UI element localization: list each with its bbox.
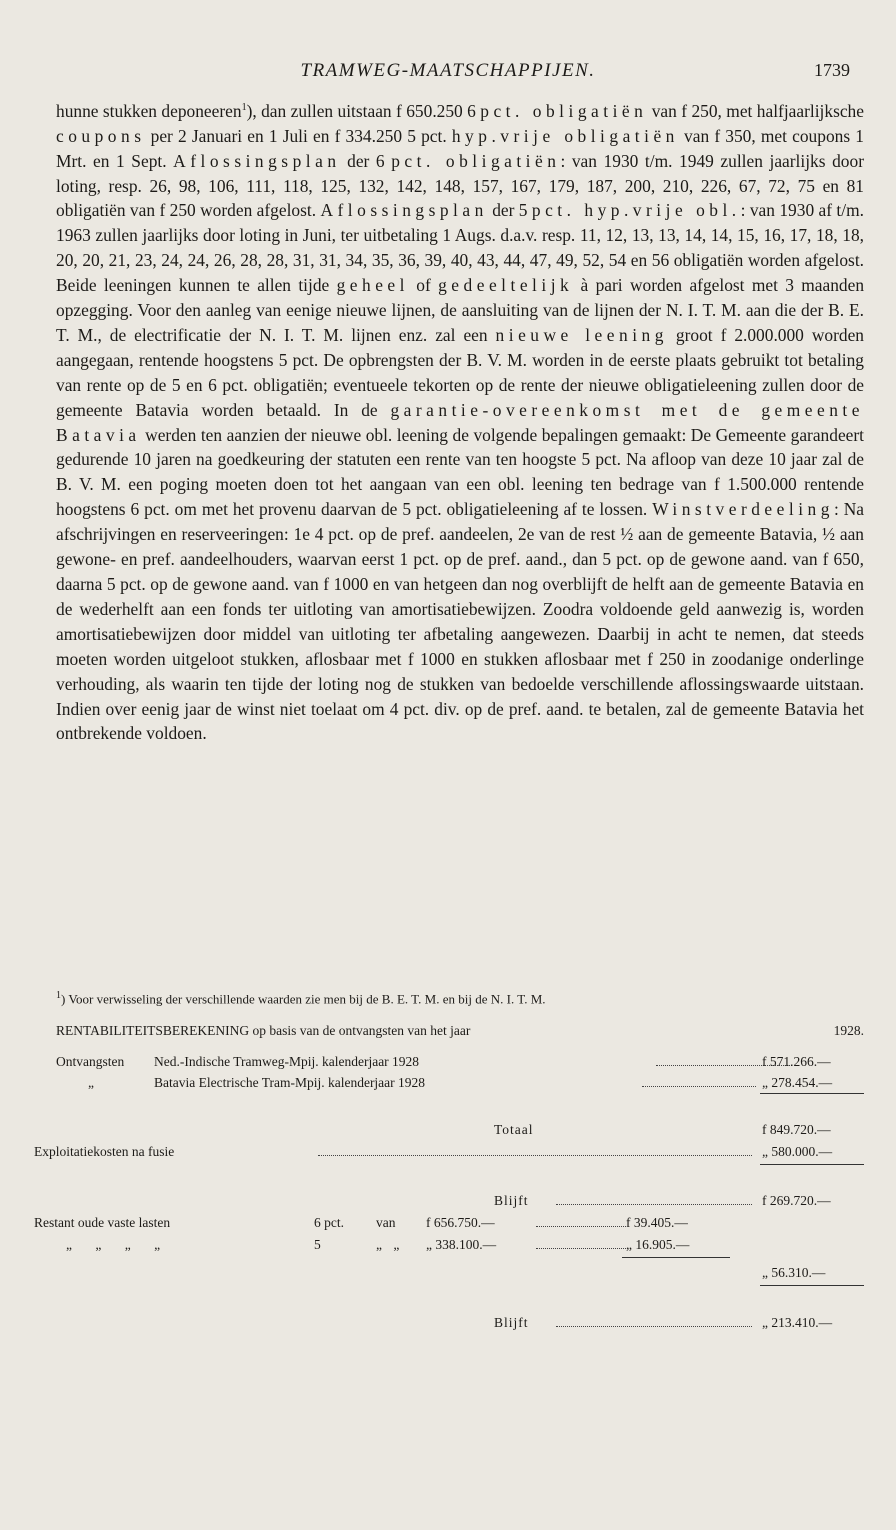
text-run: van (678, 125, 715, 146)
page-number: 1739 (814, 60, 850, 80)
rentability-title: RENTABILITEITSBEREKENING op basis van de ontvangsten van het jaar (56, 1023, 471, 1038)
row-text: Ned.-Indische Tramweg-Mpij. kalenderjaar 1928 (154, 1054, 420, 1069)
spaced-term: Aflossingsplan (320, 200, 488, 221)
leader-dots (318, 1144, 752, 1156)
running-title: TRAMWEG-MAATSCHAPPIJEN. (300, 60, 596, 81)
text-run: van (647, 100, 682, 121)
table-row-ontvangsten-betm (56, 1075, 864, 1095)
sum-rule (760, 1285, 864, 1286)
amount: f 650 (822, 549, 860, 570)
text-run: , met halfjaarlijksche (717, 100, 864, 121)
row-value: „ 278.454.— (762, 1075, 833, 1090)
leader-dots (536, 1215, 626, 1227)
leader-dots (642, 1075, 756, 1087)
sum-rule (760, 1164, 864, 1165)
spaced-term: coupons (56, 125, 146, 146)
row-value: „ 580.000.— (762, 1144, 833, 1159)
footnote-mark: 1 (56, 990, 61, 1001)
row-interest: „ 16.905.— (626, 1237, 690, 1252)
amount: f 250 (159, 200, 196, 221)
text-run: , met coupons 1 Mrt. en 1 Sept. (56, 125, 864, 171)
spaced-term: hyp.vrije obligatiën (451, 125, 679, 146)
text-run: ), dan zullen uitstaan (246, 100, 397, 121)
footnote-text: ) Voor verwisseling der verschillende waarden zie men bij de B. E. T. M. en bij de N. I. T. M. (61, 991, 546, 1007)
text-run: 6 (462, 100, 481, 121)
row-rate: 5 (314, 1237, 321, 1252)
amount: f 334.250 (334, 125, 403, 146)
leader-dots (536, 1237, 626, 1249)
amount: f 250 (681, 100, 718, 121)
text-run: der 5 (487, 200, 532, 221)
table-row-blijft (56, 1193, 864, 1213)
ditto-mark: „ „ (376, 1237, 400, 1252)
row-text: van (376, 1215, 396, 1230)
spaced-term: pct. obligatiën (391, 150, 561, 171)
table-row-ontvangsten-nitm (56, 1054, 864, 1074)
table-row-restant-5pct (56, 1237, 864, 1257)
spaced-term: nieuwe leening (495, 324, 668, 345)
row-rate: 6 pct. (314, 1215, 344, 1230)
row-label: Restant oude vaste lasten (34, 1215, 171, 1230)
table-row-totaal (56, 1122, 864, 1142)
text-run: worden aangegaan, rentende hoogstens 5 pct. De opbrengsten der B. V. M. worden in de eerste plaats gebruikt tot betaling van rente op de 5 en 6 pct. obligatiën; eventueele tekorten op de rente der nieuwe obligatieleening zullen door de gemeente Batavia worden betaald. In de (56, 324, 865, 420)
table-row-restant-total (56, 1265, 864, 1285)
table-row-blijft-final (56, 1315, 864, 1335)
row-principal: f 656.750.— (426, 1215, 495, 1230)
spaced-term: geheel (336, 275, 409, 296)
ditto-mark: „ (88, 1075, 94, 1090)
text-run: 5 pct. (402, 125, 452, 146)
row-value: „ 213.410.— (762, 1315, 833, 1330)
row-value: „ 56.310.— (762, 1265, 826, 1280)
amount: f 1000 (323, 574, 369, 595)
text-run: groot (667, 324, 721, 345)
table-row-restant-6pct (34, 1215, 864, 1235)
amount: f 1.500.000 (714, 474, 797, 495)
text-run: in zoodanige onderlinge verhouding, als waarin ten tijde der loting nog de stukken van bedoelde verschillende aflossingswaarde uitstaan. Indien over eenig jaar de winst niet toelaat om 4 pct. div. op de pref. aand. te betalen, zal de gemeente Batavia het ontbrekende voldoen. (56, 648, 865, 744)
sum-rule (622, 1257, 730, 1258)
text-run: worden afgelost. (195, 200, 321, 221)
table-row-exploitatie (34, 1144, 864, 1164)
text-run: : van 1930 t/m. 1949 zullen jaarlijks door loting, resp. 26, 98, 106, 111, 118, 125, 132, 142, 148, 157, 167, 179, 187, 200, 210, 226, 67, 72, 75 en 81 obligatiën van (56, 150, 864, 221)
text-run: en van hetgeen dan nog overblijft de helft aan de gemeente Batavia en de wederhelft aan een fonds ter uitloting van amortisatiebewijzen. Zoodra voldoende geld aanwezig is, worden amortisatiebewijzen door middel van uitloting ter afbetaling aangewezen. Daarbij in acht te nemen, dat steeds moeten worden uitgeloot stukken, aflosbaar met (56, 574, 864, 669)
sum-rule (760, 1093, 864, 1094)
amount: f 250 (647, 648, 686, 669)
text-run: : Na afschrijvingen en reserveeringen: 1e 4 pct. op de pref. aandeelen, 2e van de rest ½ aan de gemeente Batavia, ½ aan gewone- en pref. aandeelhouders, waarvan eerst 1 pct. op de pref. aand., dan 5 pct. op de gewone aand. van (56, 499, 864, 570)
text-run: : van 1930 af t/m. 1963 zullen jaarlijks door loting in Juni, ter uitbetaling 1 Augs. d.a.v. resp. 11, 12, 13, 13, 14, 14, 15, 16, 17, 18, 18, 20, 20, 21, 23, 24, 24, 26, 28, 28, 31, 31, 34, 35, 36, 39, 40, 43, 44, 47, 49, 52, 54 en 56 obligatiën worden afgelost. Beide leeningen kunnen te allen tijde (56, 200, 864, 296)
row-value: f 849.720.— (762, 1122, 831, 1137)
text-run: hunne stukken deponeeren (56, 100, 242, 121)
row-interest: f 39.405.— (626, 1215, 688, 1230)
row-label: Totaal (494, 1122, 534, 1137)
footnote-reference: 1 (241, 102, 247, 113)
row-value: f 269.720.— (762, 1193, 831, 1208)
row-text: Batavia Electrische Tram-Mpij. kalenderjaar 1928 (154, 1075, 426, 1090)
spaced-term: pct. hyp.vrije obl. (531, 200, 741, 221)
row-value: f 571.266.— (762, 1054, 831, 1069)
amount: f 1000 (407, 648, 455, 669)
text-run: per 2 Januari en 1 Juli en (145, 125, 335, 146)
spaced-term: Winstverdeeling (652, 499, 834, 520)
leader-dots (556, 1315, 752, 1327)
row-label: Blijft (494, 1193, 529, 1208)
rentability-year: 1928. (833, 1023, 864, 1038)
ditto-mark: „ „ „ „ (66, 1237, 161, 1252)
row-label: Exploitatiekosten na fusie (34, 1144, 175, 1159)
text-run: , daarna 5 pct. op de gewone aand. van (56, 549, 864, 595)
amount: f 350 (714, 125, 752, 146)
spaced-term: Aflossingsplan (173, 150, 341, 171)
leader-dots (556, 1193, 752, 1205)
page-header (40, 60, 856, 90)
text-run: of (408, 275, 439, 296)
spaced-term: pct. obligatiën (480, 100, 648, 121)
text-run: werden ten aanzien der nieuwe obl. leening de volgende bepalingen gemaakt: De Gemeente garandeert gedurende 10 jaren na goedkeuring der statuten een rente van ten hoogste 5 pct. Na afloop van deze 10 jaar zal de B. V. M. een poging moeten doen tot het aangaan van een obl. leening ten bedrage van (56, 424, 864, 495)
text-run: der 6 (340, 150, 392, 171)
text-run: à pari worden afgelost met 3 maanden opzegging. Voor den aanleg van eenige nieuwe lijnen, de aansluiting van de lijnen der N. I. T. M. aan die der B. E. T. M., de electrificatie der N. I. T. M. lijnen enz. zal een (56, 275, 865, 345)
company-description-paragraph (56, 96, 864, 746)
row-label: Blijft (494, 1315, 529, 1330)
text-run: rentende hoogstens 6 pct. om met het provenu daarvan de 5 pct. obligatieleening af te lossen. (56, 474, 865, 520)
spaced-term: garantie-overeenkomst met de gemeente Batavia (56, 399, 864, 445)
text-run: en stukken aflosbaar met (454, 648, 648, 669)
spaced-term: gedeeltelijk (438, 275, 574, 296)
row-label: Ontvangsten (56, 1054, 125, 1069)
amount: f 650.250 (396, 100, 463, 121)
footnote (56, 987, 864, 1007)
row-principal: „ 338.100.— (426, 1237, 497, 1252)
amount: f 2.000.000 (720, 324, 804, 345)
